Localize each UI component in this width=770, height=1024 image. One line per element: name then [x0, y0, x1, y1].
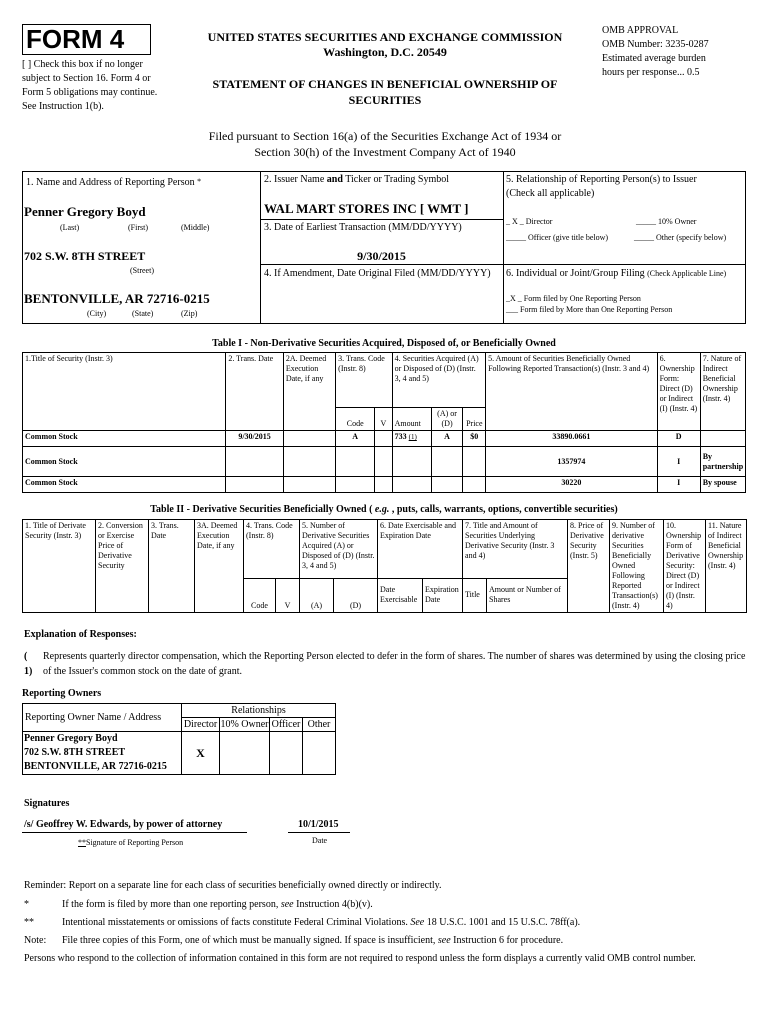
- amendment-label: 4. If Amendment, Date Original Filed (MM/DD/YYYY): [264, 268, 491, 279]
- table-row: Common Stock 9/30/2015 A 733 (1) A $0 33890.0661 D: [23, 431, 746, 447]
- t2-h7: 7. Title and Amount of Securities Underlying Derivative Security (Instr. 3 and 4): [463, 520, 568, 579]
- note-text: File three copies of this Form, one of which must be manually signed. If space is insufficient, see Instruction 6 for procedure.: [62, 935, 564, 946]
- street-label: (Street): [130, 266, 154, 275]
- omb-burden: Estimated average burden: [602, 53, 706, 64]
- earliest-date-label: 3. Date of Earliest Transaction (MM/DD/YYYY): [264, 222, 462, 233]
- t1-h-amount: 5. Amount of Securities Beneficially Owned Following Reported Transaction(s) (Instr. 3 and 4): [486, 353, 657, 431]
- filing-one: _X _ Form filed by One Reporting Person: [506, 294, 641, 303]
- date-label: Date: [312, 836, 328, 845]
- t1-h-deemed: 2A. Deemed Execution Date, if any: [283, 353, 335, 431]
- filed-pursuant-2: Section 30(h) of the Investment Company Act of 1940: [254, 145, 516, 159]
- relationship-director: _ X _ Director: [506, 217, 553, 226]
- t1-h-date: 2. Trans. Date: [226, 353, 284, 431]
- footnote-text: Represents quarterly director compensation, which the Reporting Person elected to defer in the form of shares. The number of shares was determined by using the closing price of the Issuer's common stock on the date of grant.: [43, 651, 746, 677]
- signature-label: **Signature of Reporting Person: [78, 838, 184, 847]
- t2-h9: 9. Number of derivative Securities Beneficially Owned Following Reported Transaction(s) (Instr. 4): [610, 520, 664, 613]
- omb-approval: OMB APPROVAL: [602, 25, 679, 36]
- note-label: Note:: [24, 935, 47, 946]
- t2-h5: 5. Number of Derivative Securities Acquired (A) or Disposed of (D) (Instr. 3, 4 and 5): [300, 520, 378, 579]
- t1-s-code: Code: [336, 408, 375, 431]
- table1: [22, 352, 746, 493]
- owners-col-name: Reporting Owner Name / Address: [23, 704, 182, 732]
- first-label: (First): [128, 223, 148, 232]
- t2-h8: 8. Price of Derivative Security (Instr. 5): [568, 520, 610, 613]
- t1-s-v: V: [375, 408, 392, 431]
- t2-h2: 2. Conversion or Exercise Price of Derivative Security: [96, 520, 149, 613]
- star1-mark: *: [24, 899, 29, 910]
- t1-s-aord: (A) or (D): [431, 408, 463, 431]
- reporting-owners-heading: Reporting Owners: [22, 688, 102, 699]
- t1-h-code: 3. Trans. Code (Instr. 8): [336, 353, 392, 408]
- city-label: (City): [87, 309, 107, 318]
- t2-h3a: 3A. Deemed Execution Date, if any: [195, 520, 244, 613]
- table2-header-row: [23, 520, 747, 579]
- star2-text: Intentional misstatements or omissions of facts constitute Federal Criminal Violations. See 18 U.S.C. 1001 and 15 U.S.C. 78ff(a).: [62, 917, 581, 928]
- t1-h-acq: 4. Securities Acquired (A) or Disposed of (D) (Instr. 3, 4 and 5): [392, 353, 485, 408]
- table-row: Common Stock 30220 I By spouse: [23, 477, 746, 493]
- reporting-person-name: Penner Gregory Boyd: [24, 204, 146, 219]
- table2-title: Table II - Derivative Securities Beneficially Owned ( e.g. , puts, calls, warrants, options, convertible securities): [150, 504, 618, 515]
- agency-location: Washington, D.C. 20549: [323, 45, 447, 59]
- relationship-sub: (Check all applicable): [506, 188, 595, 199]
- star2-mark: **: [24, 917, 34, 928]
- t1-h-title: 1.Title of Security (Instr. 3): [23, 353, 226, 431]
- table1-header-row: [23, 353, 746, 408]
- omb-hours: hours per response... 0.5: [602, 67, 700, 78]
- table-row: Penner Gregory Boyd 702 S.W. 8TH STREET BENTONVILLE, AR 72716-0215 X: [23, 732, 336, 775]
- relationship-officer: _____ Officer (give title below): [506, 233, 609, 242]
- relationship-label: 5. Relationship of Reporting Person(s) to Issuer: [506, 174, 697, 185]
- filing-more: ___ Form filed by More than One Reporting Person: [506, 305, 673, 314]
- relationship-ten-pct: _____ 10% Owner: [636, 217, 697, 226]
- issuer-name: WAL MART STORES INC [ WMT ]: [264, 201, 469, 216]
- owners-col-relationships: Relationships: [182, 704, 336, 718]
- statement-title: STATEMENT OF CHANGES IN BENEFICIAL OWNERSHIP OF SECURITIES: [212, 77, 558, 107]
- t2-h3: 3. Trans. Date: [149, 520, 195, 613]
- earliest-date: 9/30/2015: [357, 249, 406, 263]
- explanation-heading: Explanation of Responses:: [24, 629, 137, 640]
- form-title-box: [22, 24, 151, 55]
- reminder-text: Reminder: Report on a separate line for each class of securities beneficially owned directly or indirectly.: [24, 880, 442, 891]
- omb-box: [602, 24, 762, 80]
- owners-table: Reporting Owner Name / Address Relationships Director 10% Owner Officer Other Penner Gregory Boyd 702 S.W. 8TH STREET BENTONVILLE, AR 72716-0215 X: [22, 703, 336, 775]
- zip-label: (Zip): [181, 309, 198, 318]
- t1-s-price: Price: [463, 408, 486, 431]
- omb-number: OMB Number: 3235-0287: [602, 39, 709, 50]
- t1-h-form: 6. Ownership Form: Direct (D) or Indirect (I) (Instr. 4): [657, 353, 700, 431]
- signature-date: 10/1/2015: [298, 819, 339, 830]
- t2-h6: 6. Date Exercisable and Expiration Date: [378, 520, 463, 579]
- t1-h-nature: 7. Nature of Indirect Beneficial Ownership (Instr. 4): [700, 353, 745, 431]
- filing-label: 6. Individual or Joint/Group Filing (Check Applicable Line): [506, 268, 727, 279]
- table2: [22, 519, 747, 613]
- issuer-label: 2. Issuer Name and Ticker or Trading Symbol: [264, 174, 450, 185]
- table1-title: Table I - Non-Derivative Securities Acquired, Disposed of, or Beneficially Owned: [212, 338, 556, 349]
- reporting-person-street: 702 S.W. 8TH STREET: [24, 249, 146, 263]
- reporting-person-label: 1. Name and Address of Reporting Person *: [26, 177, 202, 188]
- owner-director-mark: X: [182, 732, 220, 775]
- table-row: Common Stock 1357974 I By partnership: [23, 447, 746, 477]
- agency-title: UNITED STATES SECURITIES AND EXCHANGE COMMISSION: [207, 30, 563, 44]
- t2-h1: 1. Title of Derivate Security (Instr. 3): [23, 520, 96, 613]
- t2-h10: 10. Ownership Form of Derivative Security: Direct (D) or Indirect (I) (Instr. 4): [664, 520, 706, 613]
- filed-pursuant-1: Filed pursuant to Section 16(a) of the Securities Exchange Act of 1934 or: [208, 129, 562, 143]
- middle-label: (Middle): [181, 223, 210, 232]
- form-title: FORM 4: [26, 24, 125, 54]
- reporting-person-city: BENTONVILLE, AR 72716-0215: [24, 291, 210, 306]
- t2-h11: 11. Nature of Indirect Beneficial Ownership (Instr. 4): [706, 520, 747, 613]
- footnote-number: ( 1): [24, 651, 33, 677]
- footnote-link[interactable]: (1): [408, 433, 417, 441]
- checkbox-note: [ ] Check this box if no longer subject to Section 16. Form 4 or Form 5 obligations may continue. See Instruction 1(b).: [22, 59, 158, 112]
- table2-subheader-row: Code V (A) (D) Date Exercisable Expiration Date Title Amount or Number of Shares: [23, 578, 747, 612]
- t1-s-amount: Amount: [392, 408, 431, 431]
- last-label: (Last): [60, 223, 80, 232]
- persons-text: Persons who respond to the collection of information contained in this form are not required to respond unless the form displays a currently valid OMB control number.: [24, 953, 696, 964]
- relationship-other: _____ Other (specify below): [634, 233, 727, 242]
- t2-h4: 4. Trans. Code (Instr. 8): [244, 520, 300, 579]
- signatures-heading: Signatures: [24, 798, 70, 809]
- state-label: (State): [132, 309, 154, 318]
- signer-name: /s/ Geoffrey W. Edwards, by power of attorney: [24, 819, 223, 830]
- star1-text: If the form is filed by more than one reporting person, see Instruction 4(b)(v).: [62, 899, 373, 910]
